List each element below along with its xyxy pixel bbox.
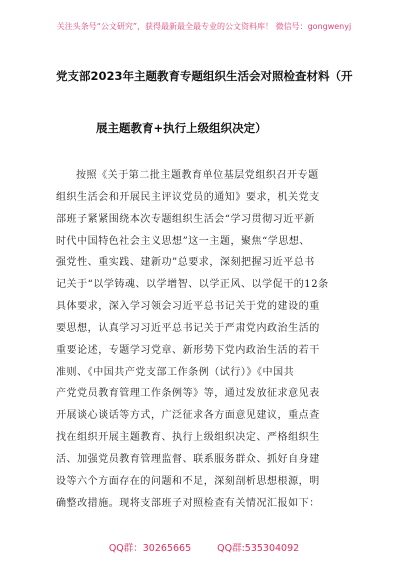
body-line: 准则、《中国共产党支部工作条例（试行）》《中国共 (56, 366, 295, 378)
qq-group-2: QQ群:535304092 (217, 543, 300, 554)
body-line: 按照《关于第二批主题教育单位基层党组织召开专题 (76, 170, 319, 181)
qq-group-1: QQ群：30265665 (108, 543, 192, 554)
document-title-line-2: 展主题教育+执行上级组织决定） (96, 121, 267, 135)
body-line: 活、加强党员教育管理监督、联系服务群众、抓好自身建 (56, 453, 320, 465)
body-line: 要思想，认真学习习近平总书记关于严肃党内政治生活的 (56, 322, 320, 334)
body-line: 设等六个方面存在的问题和不足，深刻剖析思想根源，明 (56, 475, 320, 487)
body-line: 记关于“以学铸魂、以学增智、以学正风、以学促干的12条 (56, 279, 329, 291)
body-line: 重要论述，专题学习党章、新形势下党内政治生活的若干 (56, 344, 320, 356)
body-line: 找在组织开展主题教育、执行上级组织决定、严格组织生 (56, 432, 320, 444)
body-line: 部班子紧紧围绕本次专题组织生活会“学习贯彻习近平新 (56, 213, 315, 225)
document-body (56, 165, 356, 515)
promo-banner: 关注头条号“公文研究”，获得最新最全最专业的公文资料库！ 微信号：gongwenyj (56, 22, 352, 31)
body-line: 具体要求，深入学习领会习近平总书记关于党的建设的重 (56, 301, 320, 313)
body-line: 确整改措施。现将支部班子对照检查有关情况汇报如下： (56, 497, 320, 509)
body-line: 强党性、重实践、建新功”总要求，深刻把握习近平总书 (56, 257, 315, 269)
body-line: 产党党员教育管理工作条例等》等，通过发放征求意见表 (56, 388, 320, 400)
footer-contact (0, 540, 408, 554)
body-line: 组织生活会和开展民主评议党员的通知》要求，机关党支 (56, 191, 320, 203)
body-line: 开展谈心谈话等方式，广泛征求各方面意见建议，重点查 (56, 410, 320, 422)
document-title-line-1: 党支部2023年主题教育专题组织生活会对照检查材料（开 (56, 69, 353, 83)
body-line: 时代中国特色社会主义思想”这一主题，聚焦“学思想、 (56, 235, 310, 247)
